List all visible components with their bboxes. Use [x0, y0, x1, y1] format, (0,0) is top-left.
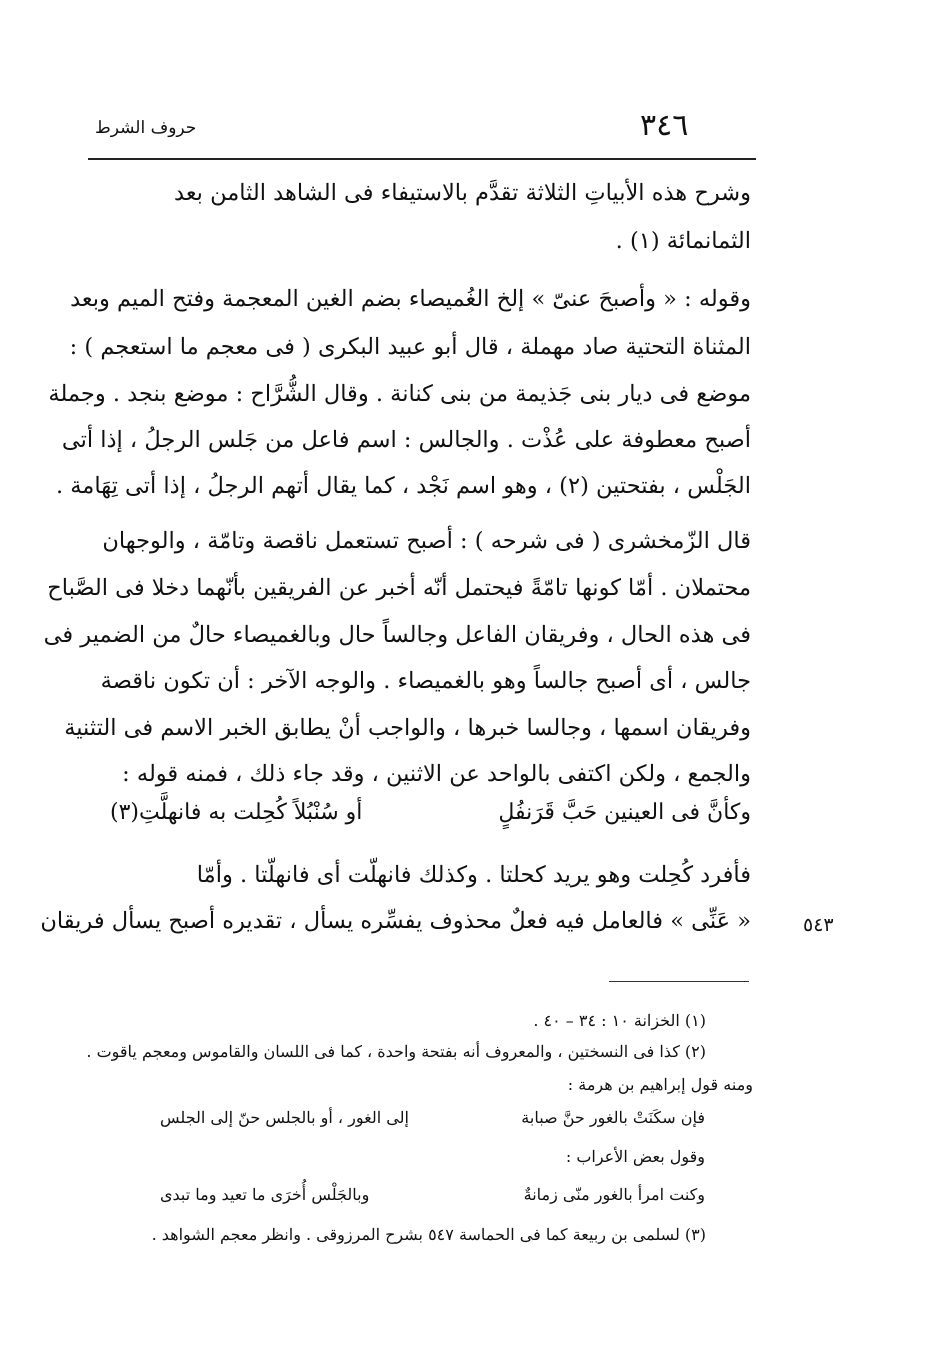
footnote-2-intro: ومنه قول إبراهيم بن هرمة :	[567, 1075, 753, 1094]
footnote-verse2-first: وكنت امرأ بالغور منّى زمانةٌ	[523, 1185, 705, 1204]
verse-first-hemistich: وكأنَّ فى العينين حَبَّ قَرَنفُلٍ	[498, 800, 751, 825]
text-line: الجَلْس ، بفتحتين (٢) ، وهو اسم نَجْد ، كما يقال أتهم الرجلُ ، إذا أتى تِهَامة .	[55, 473, 751, 499]
verse-second-hemistich: أو سُنْبُلاً كُحِلت به فانهلَّتِ(٣)	[110, 800, 363, 825]
running-header-title: حروف الشرط	[95, 118, 197, 138]
text-line: فأفرد كُحِلت وهو يريد كحلتا . وكذلك فانهلّت أى فانهلّتا . وأمّا	[196, 862, 751, 888]
footnote-1: (١) الخزانة ١٠ : ٣٤ – ٤٠ .	[533, 1011, 706, 1030]
footnote-3: (٣) لسلمى بن ربيعة كما فى الحماسة ٥٤٧ بشرح المرزوقى . وانظر معجم الشواهد .	[151, 1225, 706, 1244]
text-line: المثناة التحتية صاد مهملة ، قال أبو عبيد البكرى ( فى معجم ما استعجم ) :	[69, 334, 751, 360]
margin-number: ٥٤٣	[803, 914, 834, 936]
page-number: ٣٤٦	[640, 108, 689, 143]
text-line: وقوله : « وأصبحَ عنىّ » إلخ الغُميصاء بضم الغين المعجمة وفتح الميم وبعد	[70, 286, 751, 312]
footnote-verse2-second: وبالجَلْس أُخرَى ما تعيد وما تبدى	[160, 1185, 370, 1204]
text-line: أصبح معطوفة على عُذْت . والجالس : اسم فاعل من جَلس الرجلُ ، إذا أتى	[61, 427, 751, 453]
footnote-2-intro2: وقول بعض الأعراب :	[565, 1147, 705, 1166]
footnote-2: (٢) كذا فى النسختين ، والمعروف أنه بفتحة واحدة ، كما فى اللسان والقاموس ومعجم ياقوت .	[86, 1042, 706, 1061]
text-line: فى هذه الحال ، وفريقان الفاعل وجالساً حال وبالغميصاء حالٌ من الضمير فى	[43, 622, 751, 648]
text-line: الثمانمائة (١) .	[615, 228, 751, 254]
footnote-verse1-second: إلى الغور ، أو بالجلس حنّ إلى الجلس	[160, 1108, 409, 1127]
footnote-rule	[609, 981, 749, 982]
header-rule	[88, 158, 756, 160]
text-line: وشرح هذه الأبياتِ الثلاثة تقدَّم بالاستيفاء فى الشاهد الثامن بعد	[174, 180, 751, 206]
text-line: وفريقان اسمها ، وجالسا خبرها ، والواجب أنْ يطابق الخبر الاسم فى التثنية	[64, 715, 751, 741]
text-line: « عَنِّى » فالعامل فيه فعلٌ محذوف يفسِّره يسأل ، تقديره أصبح يسأل فريقان	[40, 908, 751, 934]
text-line: قال الزّمخشرى ( فى شرحه ) : أصبح تستعمل ناقصة وتامّة ، والوجهان	[102, 528, 751, 554]
text-line: والجمع ، ولكن اكتفى بالواحد عن الاثنين ، وقد جاء ذلك ، فمنه قوله :	[122, 761, 751, 787]
text-line: موضع فى ديار بنى جَذيمة من بنى كنانة . وقال الشُّرَّاح : موضع بنجد . وجملة	[48, 381, 751, 407]
footnote-verse1-first: فإن سكَنَتْ بالغور حنَّ صبابة	[521, 1108, 705, 1127]
text-line: جالس ، أى أصبح جالساً وهو بالغميصاء . والوجه الآخر : أن تكون ناقصة	[100, 668, 751, 694]
text-line: محتملان . أمّا كونها تامّةً فيحتمل أنّه أخبر عن الفريقين بأنّهما دخلا فى الصَّباح	[47, 575, 751, 601]
